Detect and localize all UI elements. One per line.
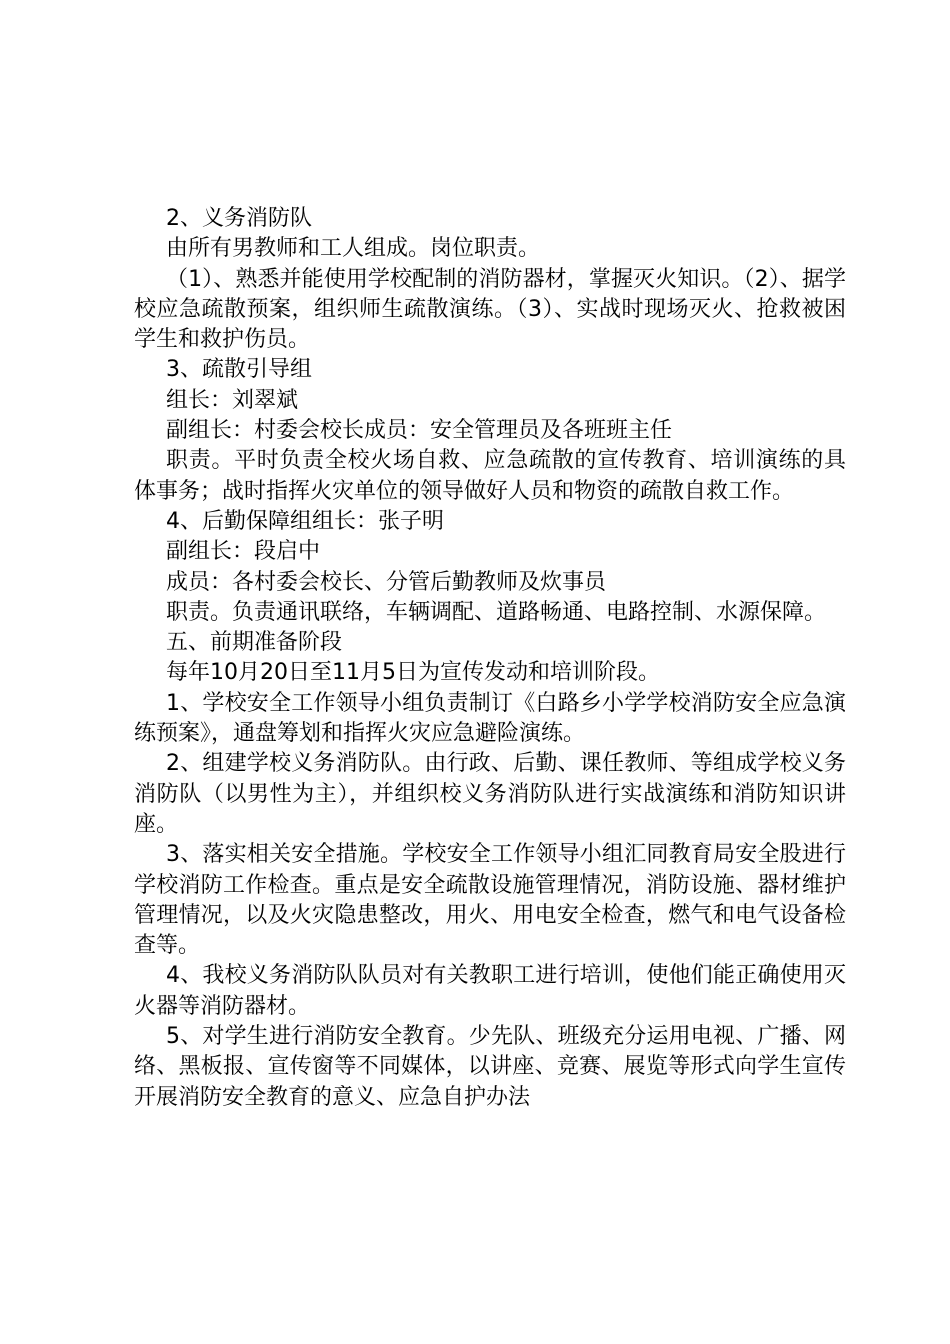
paragraph-item-4: 4、我校义务消防队队员对有关教职工进行培训，使他们能正确使用灭火器等消防器材。 [134,963,846,1019]
paragraph-logistics-members: 成员：各村委会校长、分管后勤教师及炊事员 [166,569,607,595]
paragraph-group-leader: 组长：刘翠斌 [166,387,299,413]
paragraph-item-1: 1、学校安全工作领导小组负责制订《白路乡小学学校消防安全应急演练预案》，通盘筹划和指挥火灾应急避险演练。 [134,690,846,747]
heading-preparation-stage: 五、前期准备阶段 [166,630,343,656]
paragraph-team-composition: 由所有男教师和工人组成。岗位职责。 [166,236,541,262]
document-body [134,204,846,1113]
paragraph-logistics-duties: 职责。负责通讯联络，车辆调配、道路畅通、电路控制、水源保障。 [166,599,827,625]
paragraph-evacuation-duties: 职责。平时负责全校火场自救、应急疏散的宣传教育、培训演练的具体事务；战时指挥火灾单位的领导做好人员和物资的疏散自救工作。 [134,448,846,504]
heading-evacuation-group: 3、疏散引导组 [166,357,312,383]
paragraph-logistics-deputy: 副组长：段启中 [166,539,321,565]
paragraph-team-duties: （1）、熟悉并能使用学校配制的消防器材，掌握灭火知识。（2）、据学校应急疏散预案，组织师生疏散演练。（3）、实战时现场灭火、抢救被困学生和救护伤员。 [134,266,846,353]
heading-volunteer-fire-team: 2、义务消防队 [166,206,312,231]
heading-logistics-group: 4、后勤保障组组长：张子明 [166,508,444,534]
paragraph-item-5: 5、对学生进行消防安全教育。少先队、班级充分运用电视、广播、网络、黑板报、宣传窗等不同媒体，以讲座、竞赛、展览等形式向学生宣传开展消防安全教育的意义、应急自护办法 [134,1024,846,1110]
paragraph-item-2: 2、组建学校义务消防队。由行政、后勤、课任教师、等组成学校义务消防队（以男性为主），并组织校义务消防队进行实战演练和消防知识讲座。 [134,751,846,837]
paragraph-preparation-dates: 每年10月20日至11月5日为宣传发动和培训阶段。 [166,660,660,686]
paragraph-deputy-leader: 副组长：村委会校长成员：安全管理员及各班班主任 [166,418,673,444]
paragraph-item-3: 3、落实相关安全措施。学校安全工作领导小组汇同教育局安全股进行学校消防工作检查。重点是安全疏散设施管理情况，消防设施、器材维护管理情况，以及火灾隐患整改，用火、用电安全检查，燃气和电气设备检查等。 [134,842,846,959]
